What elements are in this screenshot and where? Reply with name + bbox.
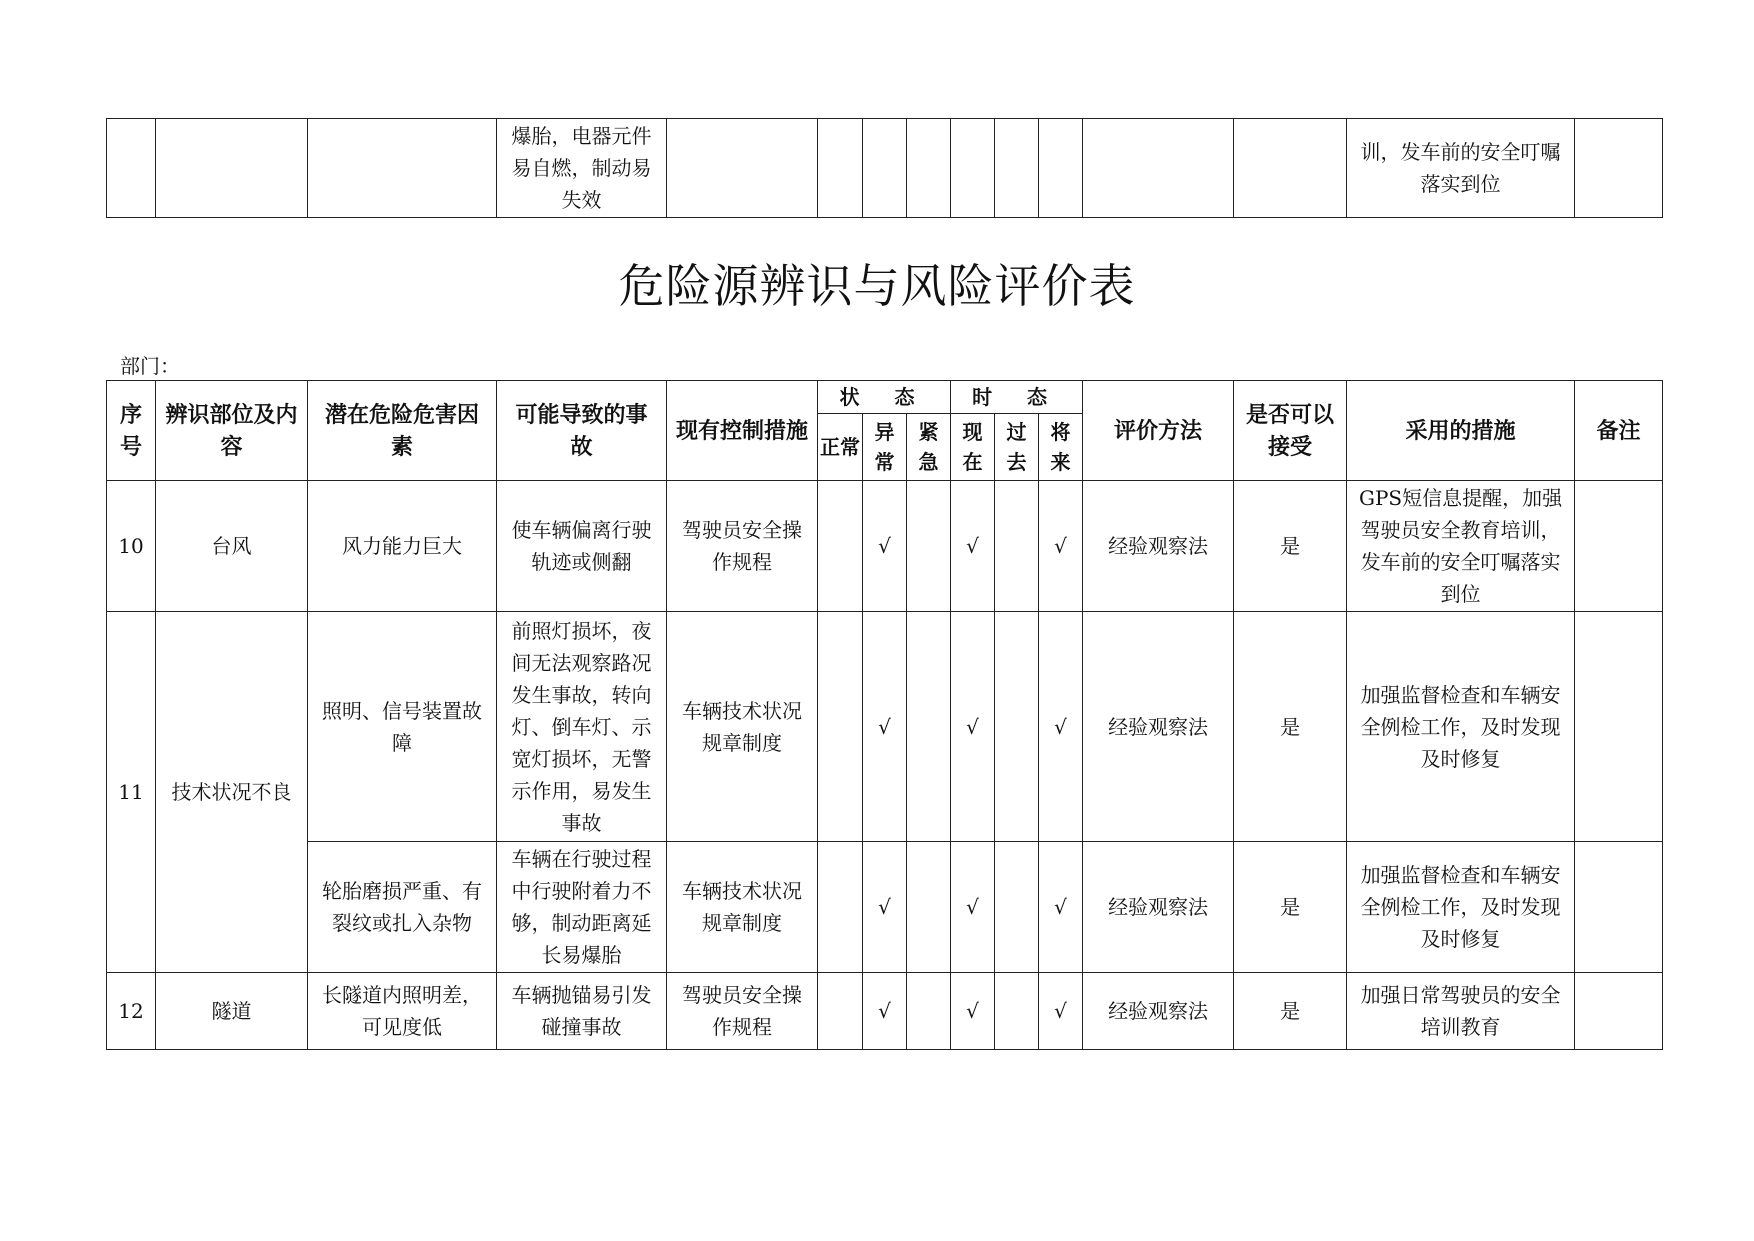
check-mark: √ [951, 842, 995, 973]
header-hazard: 潜在危险危害因素 [308, 381, 497, 481]
header-state-emergency: 紧急 [907, 414, 951, 481]
department-label: 部门： [120, 354, 180, 378]
tense-past-cell [995, 612, 1039, 842]
cell [1234, 119, 1347, 218]
header-tense-now: 现在 [951, 414, 995, 481]
notes-cell [1575, 842, 1663, 973]
cell [818, 119, 863, 218]
cell [107, 119, 156, 218]
hazard-cell: 长隧道内照明差，可见度低 [308, 973, 497, 1050]
tense-past-cell [995, 973, 1039, 1050]
acceptable-cell: 是 [1234, 481, 1347, 612]
risk-table [106, 380, 1663, 1050]
header-measures: 采用的措施 [1347, 381, 1575, 481]
header-control: 现有控制措施 [667, 381, 818, 481]
hazard-cell: 照明、信号装置故障 [308, 612, 497, 842]
measures-cell: GPS短信息提醒，加强驾驶员安全教育培训，发车前的安全叮嘱落实到位 [1347, 481, 1575, 612]
cell [863, 119, 907, 218]
accident-cell: 爆胎，电器元件易自燃，制动易失效 [497, 119, 667, 218]
part-cell: 隧道 [156, 973, 308, 1050]
cell [1039, 119, 1083, 218]
cell [156, 119, 308, 218]
state-normal-cell [818, 612, 863, 842]
state-emergency-cell [907, 973, 951, 1050]
control-cell: 驾驶员安全操作规程 [667, 973, 818, 1050]
header-state: 状 态 [818, 381, 951, 414]
acceptable-cell: 是 [1234, 973, 1347, 1050]
check-mark: √ [1039, 842, 1083, 973]
seq-cell: 12 [107, 973, 156, 1050]
cell [951, 119, 995, 218]
header-state-normal: 正常 [818, 414, 863, 481]
cell [907, 119, 951, 218]
header-notes: 备注 [1575, 381, 1663, 481]
measures-cell: 加强日常驾驶员的安全培训教育 [1347, 973, 1575, 1050]
part-cell: 技术状况不良 [156, 612, 308, 973]
cell [1083, 119, 1234, 218]
accident-cell: 使车辆偏离行驶轨迹或侧翻 [497, 481, 667, 612]
check-mark: √ [951, 973, 995, 1050]
control-cell: 驾驶员安全操作规程 [667, 481, 818, 612]
seq-cell: 10 [107, 481, 156, 612]
page-title: 危险源辨识与风险评价表 [618, 259, 1136, 313]
header-row [107, 381, 1663, 414]
check-mark: √ [863, 973, 907, 1050]
table-row [107, 842, 1663, 973]
notes-cell [1575, 612, 1663, 842]
method-cell: 经验观察法 [1083, 481, 1234, 612]
cell [995, 119, 1039, 218]
check-mark: √ [951, 612, 995, 842]
state-normal-cell [818, 842, 863, 973]
table-row [107, 973, 1663, 1050]
state-normal-cell [818, 973, 863, 1050]
acceptable-cell: 是 [1234, 842, 1347, 973]
header-part: 辨识部位及内容 [156, 381, 308, 481]
check-mark: √ [1039, 612, 1083, 842]
control-cell: 车辆技术状况规章制度 [667, 612, 818, 842]
check-mark: √ [863, 481, 907, 612]
notes-cell [1575, 481, 1663, 612]
accident-cell: 车辆抛锚易引发碰撞事故 [497, 973, 667, 1050]
state-normal-cell [818, 481, 863, 612]
hazard-cell: 轮胎磨损严重、有裂纹或扎入杂物 [308, 842, 497, 973]
table-row [107, 481, 1663, 612]
acceptable-cell: 是 [1234, 612, 1347, 842]
cell [1575, 119, 1663, 218]
state-emergency-cell [907, 842, 951, 973]
table-row [107, 612, 1663, 842]
header-seq: 序号 [107, 381, 156, 481]
header-state-abnormal: 异常 [863, 414, 907, 481]
check-mark: √ [1039, 973, 1083, 1050]
check-mark: √ [1039, 481, 1083, 612]
method-cell: 经验观察法 [1083, 612, 1234, 842]
measures-cell: 训，发车前的安全叮嘱落实到位 [1347, 119, 1575, 218]
header-tense-past: 过去 [995, 414, 1039, 481]
header-tense: 时 态 [951, 381, 1083, 414]
accident-cell: 前照灯损坏，夜间无法观察路况发生事故，转向灯、倒车灯、示宽灯损坏，无警示作用，易发生事故 [497, 612, 667, 842]
continuation-table [106, 118, 1663, 218]
header-method: 评价方法 [1083, 381, 1234, 481]
check-mark: √ [863, 842, 907, 973]
hazard-cell: 风力能力巨大 [308, 481, 497, 612]
method-cell: 经验观察法 [1083, 842, 1234, 973]
control-cell: 车辆技术状况规章制度 [667, 842, 818, 973]
header-acceptable: 是否可以接受 [1234, 381, 1347, 481]
notes-cell [1575, 973, 1663, 1050]
cell [308, 119, 497, 218]
header-accident: 可能导致的事故 [497, 381, 667, 481]
state-emergency-cell [907, 481, 951, 612]
part-cell: 台风 [156, 481, 308, 612]
seq-cell: 11 [107, 612, 156, 973]
state-emergency-cell [907, 612, 951, 842]
tense-past-cell [995, 842, 1039, 973]
tense-past-cell [995, 481, 1039, 612]
measures-cell: 加强监督检查和车辆安全例检工作，及时发现及时修复 [1347, 842, 1575, 973]
method-cell: 经验观察法 [1083, 973, 1234, 1050]
table-row [107, 119, 1663, 218]
cell [667, 119, 818, 218]
check-mark: √ [863, 612, 907, 842]
measures-cell: 加强监督检查和车辆安全例检工作，及时发现及时修复 [1347, 612, 1575, 842]
check-mark: √ [951, 481, 995, 612]
accident-cell: 车辆在行驶过程中行驶附着力不够，制动距离延长易爆胎 [497, 842, 667, 973]
header-tense-future: 将来 [1039, 414, 1083, 481]
